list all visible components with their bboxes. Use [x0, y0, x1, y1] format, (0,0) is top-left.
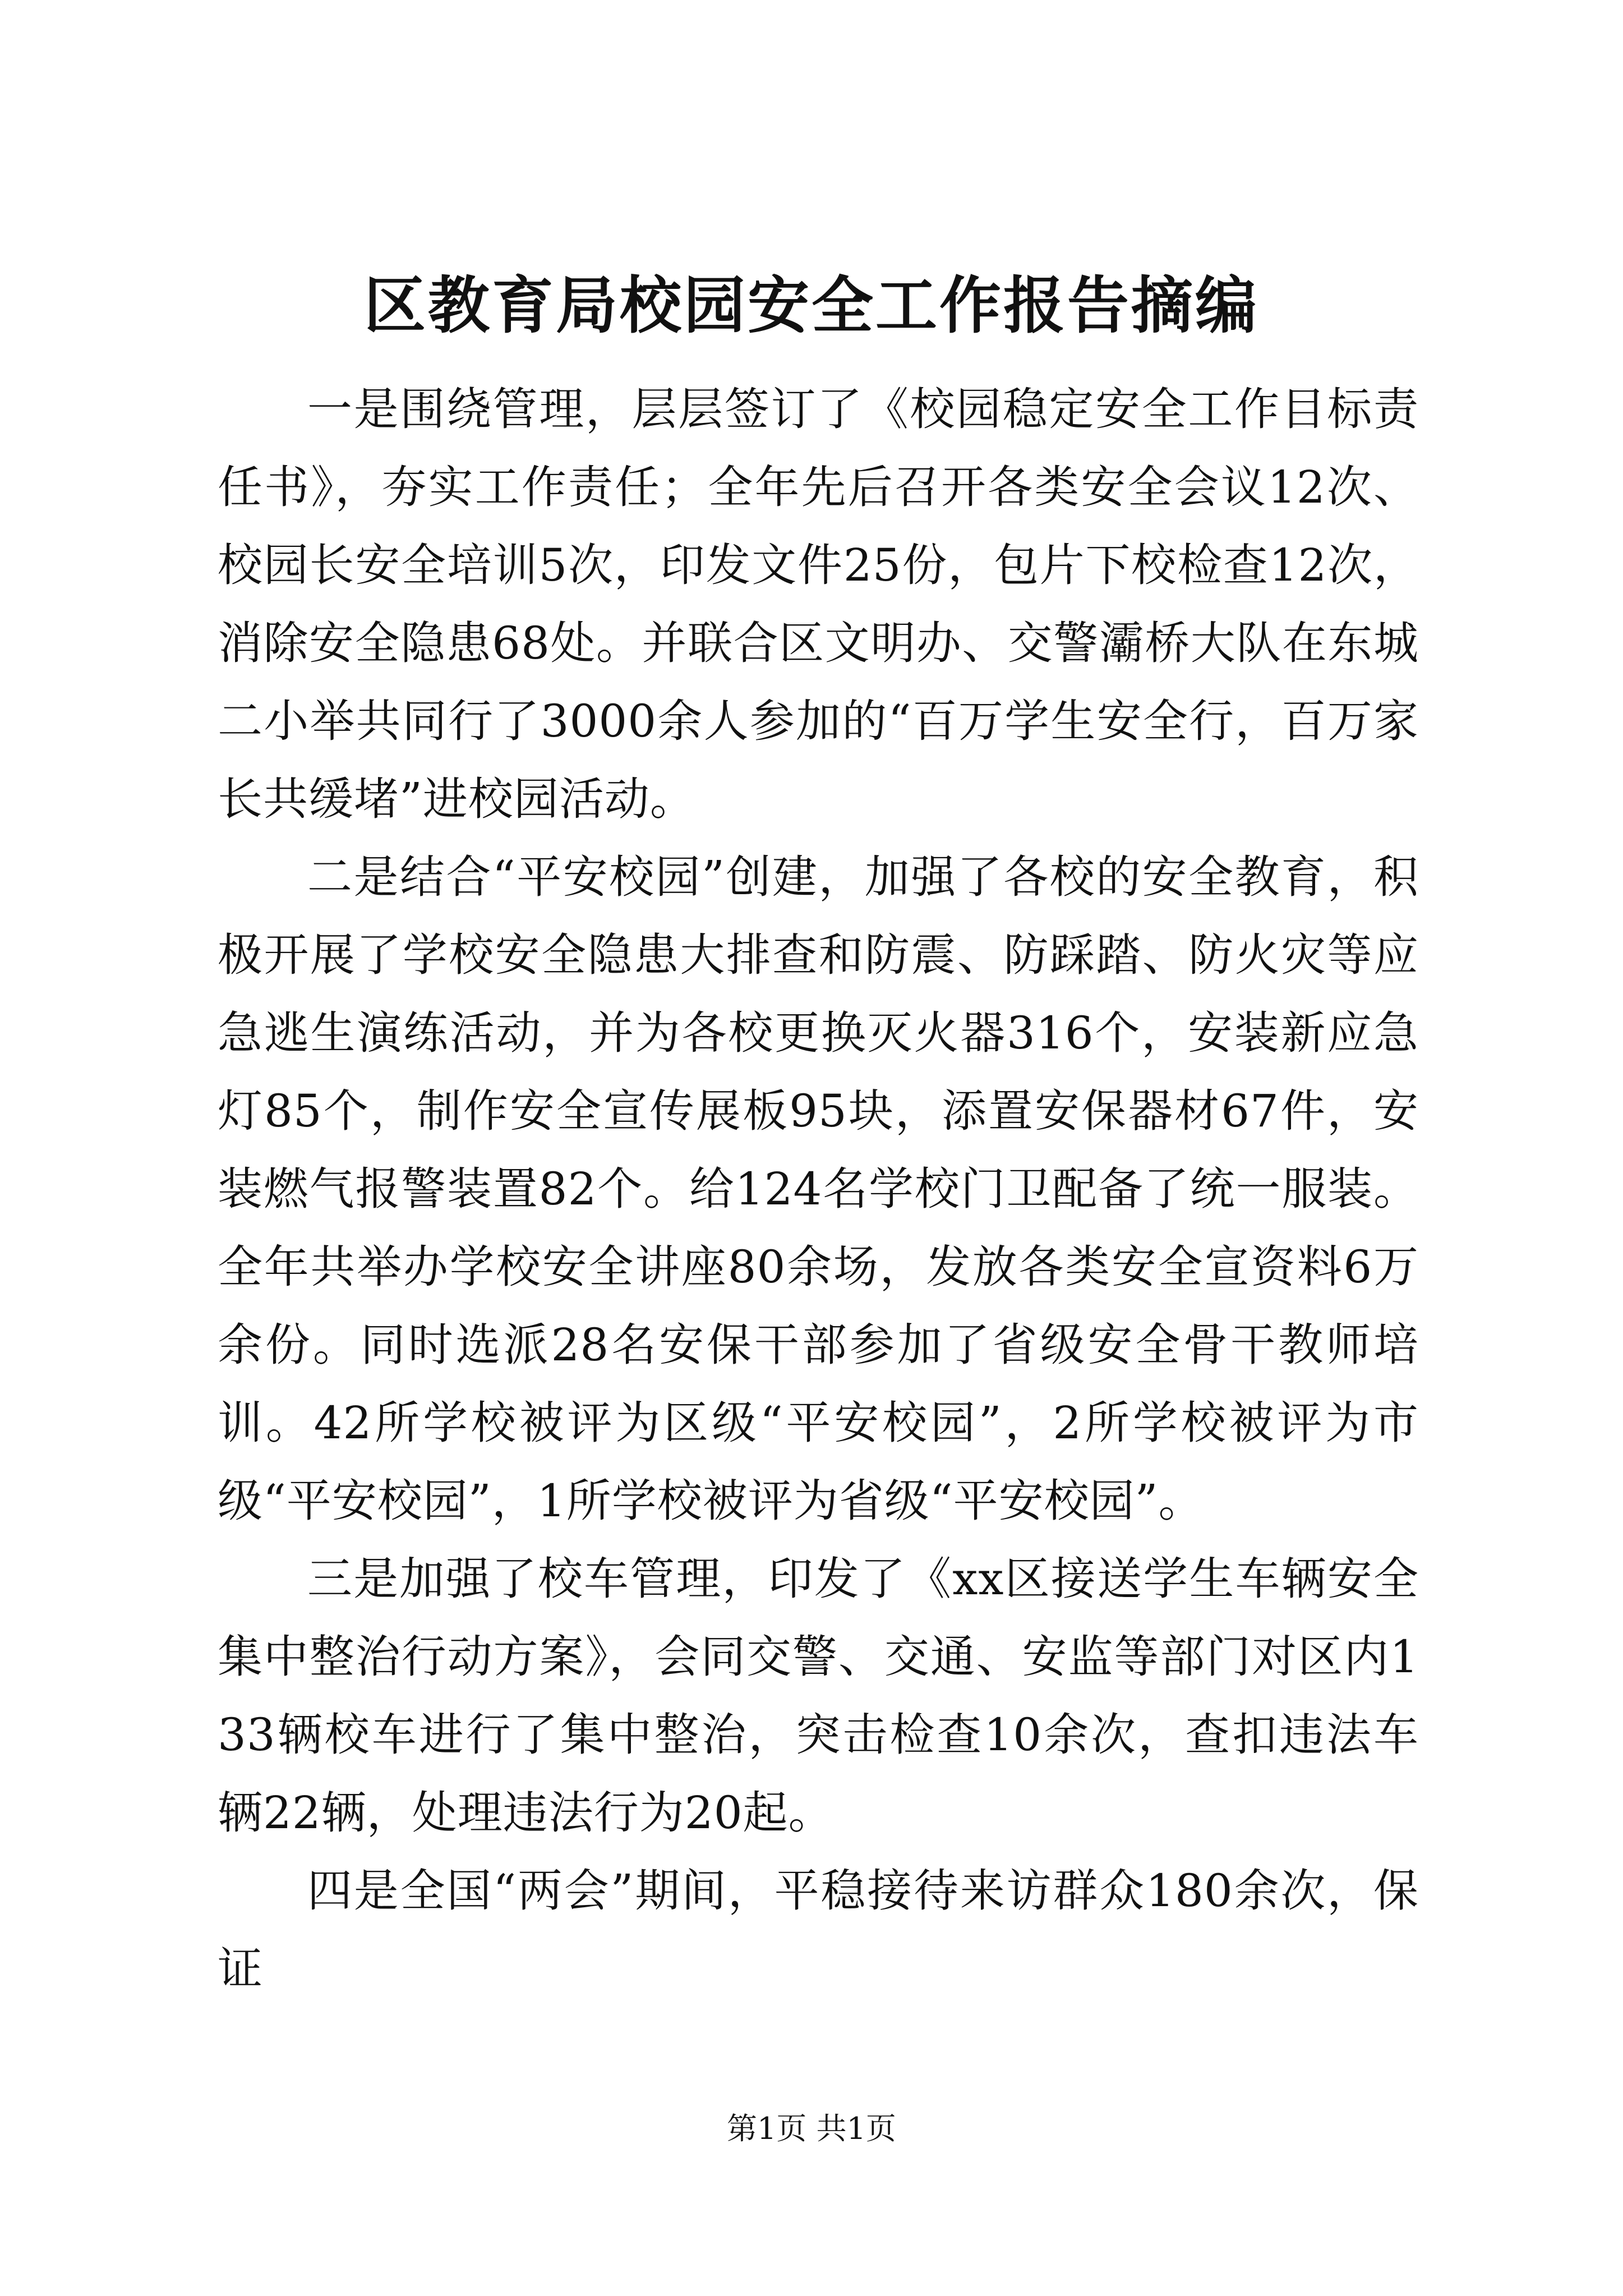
paragraph-4: 四是全国“两会”期间，平稳接待来访群众180余次，保证 — [218, 1865, 1419, 1995]
page-footer: 第1页 共1页 — [727, 2111, 896, 2146]
document-body — [218, 370, 1419, 2008]
paragraph-3: 三是加强了校车管理，印发了《xx区接送学生车辆安全集中整治行动方案》，会同交警、交通、安监等部门对区内133辆校车进行了集中整治，突击检查10余次，查扣违法车辆22辆，处理违法行为20起。 — [218, 1553, 1419, 1839]
paragraph-2: 二是结合“平安校园”创建，加强了各校的安全教育，积极开展了学校安全隐患大排查和防震、防踩踏、防火灾等应急逃生演练活动，并为各校更换灭火器316个，安装新应急灯85个，制作安全宣传展板95块，添置安保器材67件，安装燃气报警装置82个。给124名学校门卫配备了统一服装。全年共举办学校安全讲座80余场，发放各类安全宣资料6万余份。同时选派28名安保干部参加了省级安全骨干教师培训。42所学校被评为区级“平安校园”，2所学校被评为市级“平安校园”，1所学校被评为省级“平安校园”。 — [218, 851, 1419, 1527]
paragraph-1: 一是围绕管理，层层签订了《校园稳定安全工作目标责任书》，夯实工作责任；全年先后召开各类安全会议12次、校园长安全培训5次，印发文件25份，包片下校检查12次，消除安全隐患68处。并联合区文明办、交警灞桥大队在东城二小举共同行了3000余人参加的“百万学生安全行，百万家长共缓堵”进校园活动。 — [218, 383, 1419, 825]
document-title: 区教育局校园安全工作报告摘编 — [364, 269, 1259, 342]
